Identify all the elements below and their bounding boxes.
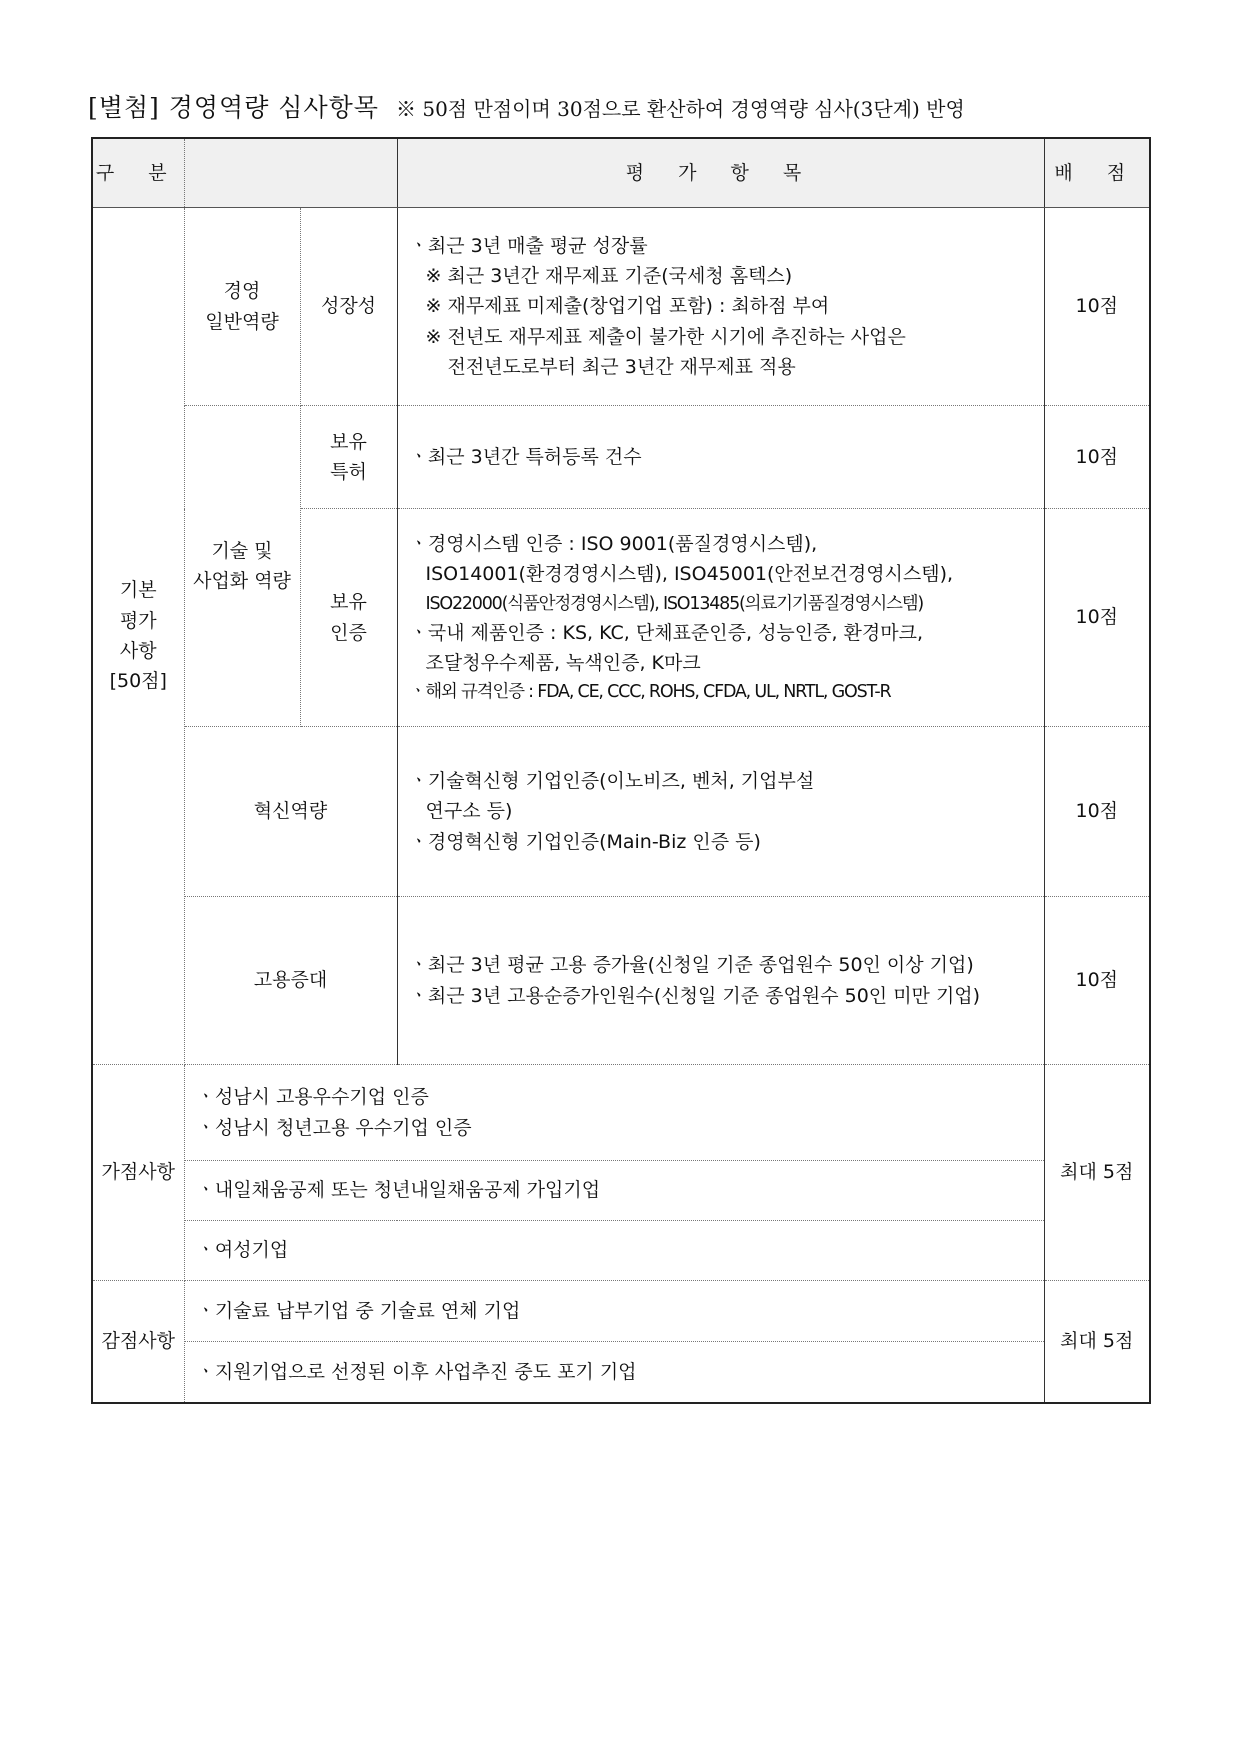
table-row [92, 406, 1150, 509]
tech-label-line: 기술 및 [211, 539, 273, 562]
innovation-label: 혁신역량 [184, 727, 397, 897]
penalty-row [184, 1281, 1044, 1342]
list-item: ㆍ성남시 고용우수기업 인증 [196, 1086, 429, 1109]
list-item: ㆍ최근 3년 고용순증가인원수(신청일 기준 종업원수 50인 미만 기업) [409, 984, 981, 1007]
list-item: ※ 재무제표 미제출(창업기업 포함) : 최하점 부여 [425, 295, 830, 318]
basic-label-line: 평가 [119, 609, 157, 632]
cert-label-cell [300, 509, 397, 727]
list-item: ISO14001(환경경영시스템), ISO45001(안전보건경영시스템), [425, 563, 954, 586]
header-items: 평 가 항 목 [397, 138, 1044, 208]
cert-score: 10점 [1044, 509, 1150, 727]
list-item: ㆍ성남시 청년고용 우수기업 인증 [196, 1116, 472, 1139]
header-category: 구 분 [92, 138, 184, 208]
table-row [92, 1281, 1150, 1342]
list-item: ㆍ최근 3년간 특허등록 건수 [409, 445, 642, 468]
list-item: 연구소 등) [425, 800, 513, 823]
list-item: ※ 전년도 재무제표 제출이 불가한 시기에 추진하는 사업은 [425, 325, 906, 348]
cert-label-line: 보유 [330, 591, 367, 614]
employment-items [397, 897, 1044, 1065]
cert-items [397, 509, 1044, 727]
table-row [92, 727, 1150, 897]
list-item: 전전년도로부터 최근 3년간 재무제표 적용 [447, 356, 796, 379]
cert-label-line: 인증 [330, 621, 367, 644]
basic-label-line: 기본 [119, 579, 157, 602]
table-row [92, 1342, 1150, 1403]
basic-category-cell [92, 208, 184, 1065]
table-row [92, 208, 1150, 406]
list-item: ㆍ최근 3년 매출 평균 성장률 [409, 234, 648, 257]
growth-items [397, 208, 1044, 406]
table-header-row [92, 138, 1150, 208]
title-main: [별첨] 경영역량 심사항목 [88, 93, 379, 122]
list-item: ㆍ경영시스템 인증 : ISO 9001(품질경영시스템), [409, 532, 818, 555]
innovation-score: 10점 [1044, 727, 1150, 897]
management-category-cell [184, 208, 300, 406]
penalty-label: 감점사항 [92, 1281, 184, 1403]
bonus-label: 가점사항 [92, 1065, 184, 1281]
innovation-items [397, 727, 1044, 897]
list-item: ㆍ여성기업 [196, 1239, 289, 1262]
list-item: ㆍ기술료 납부기업 중 기술료 연체 기업 [196, 1299, 521, 1322]
table-row [92, 1161, 1150, 1221]
patent-label-cell [300, 406, 397, 509]
list-item: ㆍ기술혁신형 기업인증(이노비즈, 벤처, 기업부설 [409, 769, 815, 792]
employment-label: 고용증대 [184, 897, 397, 1065]
employment-score: 10점 [1044, 897, 1150, 1065]
growth-label: 성장성 [300, 208, 397, 406]
list-item: ㆍ내일채움공제 또는 청년내일채움공제 가입기업 [196, 1179, 601, 1202]
patent-label-line: 보유 [330, 430, 367, 453]
header-score: 배 점 [1044, 138, 1150, 208]
patent-items [397, 406, 1044, 509]
header-blank [184, 138, 397, 208]
table-row [92, 1065, 1150, 1161]
list-item: ㆍ해외 규격인증 : FDA, CE, CCC, ROHS, CFDA, UL, NRTL, GOST-R [409, 682, 891, 703]
penalty-score: 최대 5점 [1044, 1281, 1150, 1403]
tech-category-cell [184, 406, 300, 727]
growth-score: 10점 [1044, 208, 1150, 406]
list-item: ㆍ경영혁신형 기업인증(Main-Biz 인증 등) [409, 830, 761, 853]
bonus-row [184, 1065, 1044, 1161]
basic-label-line: 사항 [119, 640, 157, 662]
title-note: ※ 50점 만점이며 30점으로 환산하여 경영역량 심사(3단계) 반영 [396, 97, 965, 121]
management-label-line: 경영 [223, 280, 261, 303]
bonus-score: 최대 5점 [1044, 1065, 1150, 1281]
evaluation-table [91, 137, 1151, 1404]
patent-score: 10점 [1044, 406, 1150, 509]
list-item: ISO22000(식품안정경영시스템), ISO13485(의료기기품질경영시스템) [425, 593, 924, 614]
list-item: 조달청우수제품, 녹색인증, K마크 [425, 651, 701, 674]
list-item: ㆍ국내 제품인증 : KS, KC, 단체표준인증, 성능인증, 환경마크, [409, 621, 924, 644]
document-title [88, 88, 965, 124]
bonus-row [184, 1161, 1044, 1221]
tech-label-line: 사업화 역량 [193, 570, 291, 592]
basic-label-line: [50점] [109, 670, 167, 693]
table-row [92, 1221, 1150, 1281]
bonus-row [184, 1221, 1044, 1281]
list-item: ㆍ최근 3년 평균 고용 증가율(신청일 기준 종업원수 50인 이상 기업) [409, 954, 974, 977]
penalty-row [184, 1342, 1044, 1403]
list-item: ㆍ지원기업으로 선정된 이후 사업추진 중도 포기 기업 [196, 1360, 637, 1383]
list-item: ※ 최근 3년간 재무제표 기준(국세청 홈텍스) [425, 264, 793, 287]
management-label-line: 일반역량 [205, 310, 279, 333]
table-row [92, 897, 1150, 1065]
patent-label-line: 특허 [330, 461, 367, 483]
